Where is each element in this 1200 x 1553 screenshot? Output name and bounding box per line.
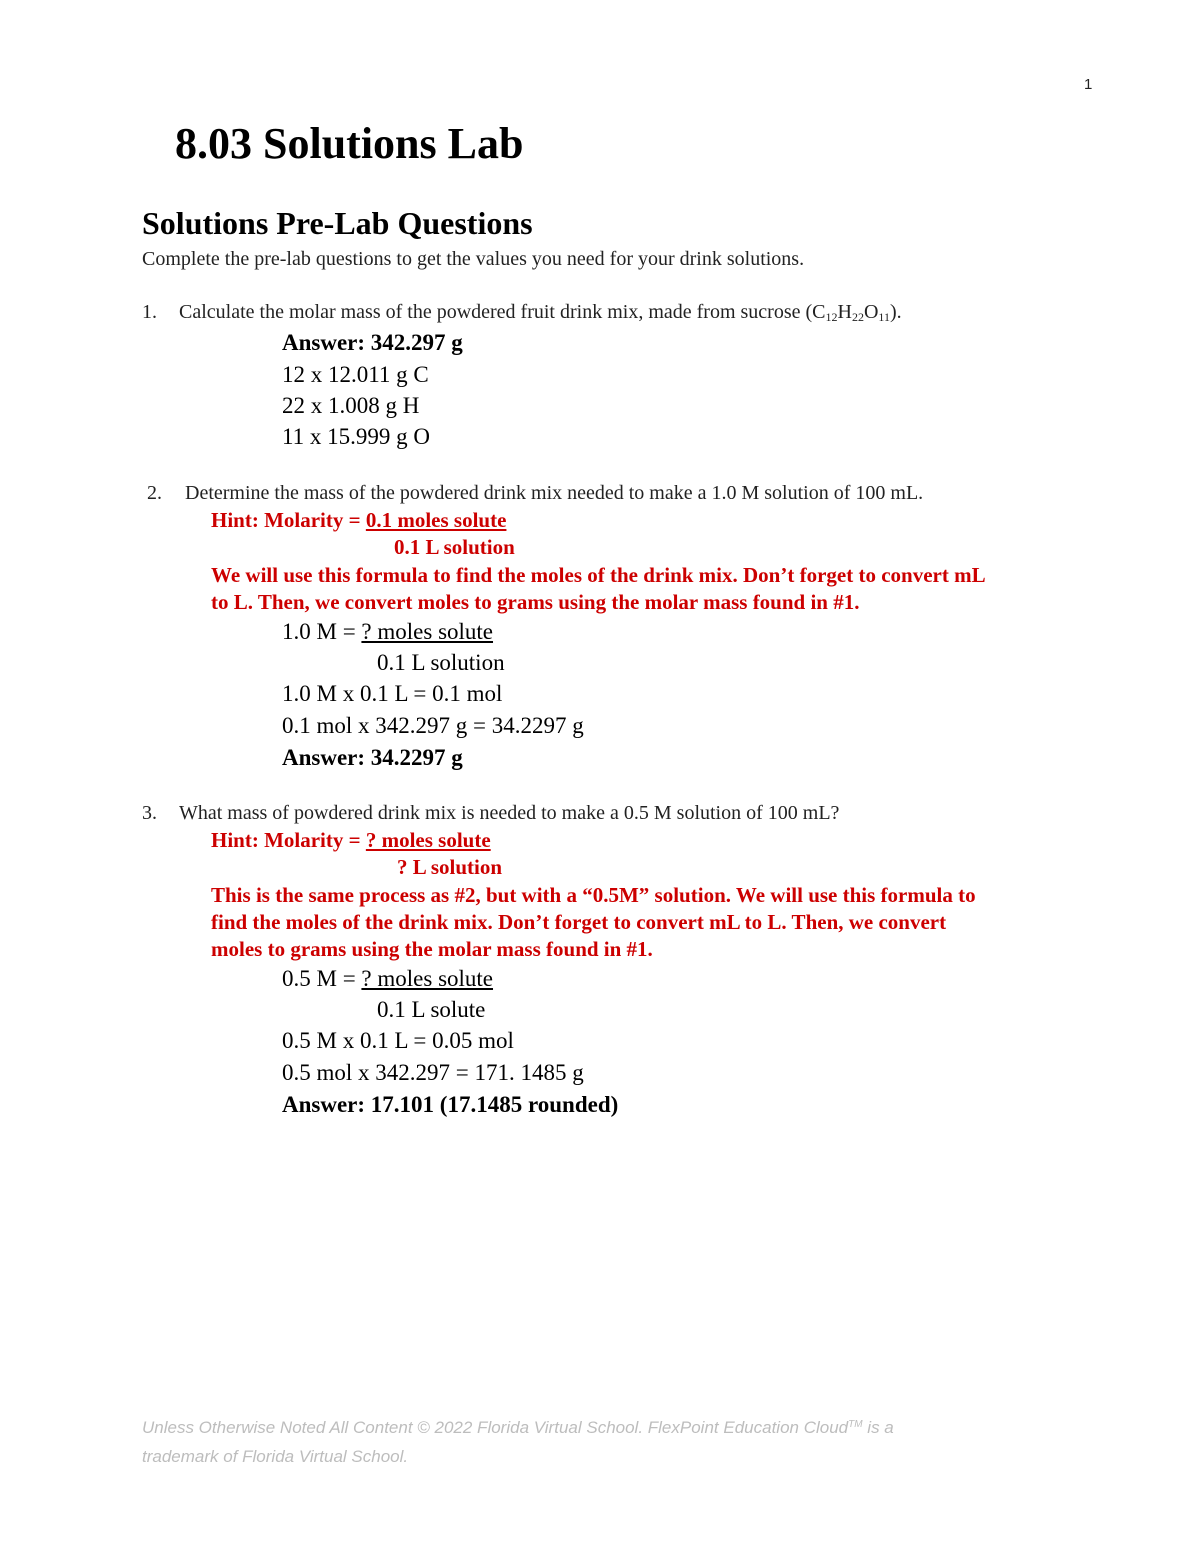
question-2-equation-denominator: 0.1 L solution — [377, 650, 505, 675]
question-3-equation-denominator: 0.1 L solute — [377, 997, 486, 1022]
question-3-text: What mass of powdered drink mix is needed to make a 0.5 M solution of 100 mL? — [179, 802, 840, 824]
question-1-number: 1. — [142, 301, 157, 323]
question-3-hint-denominator: ? L solution — [397, 855, 503, 879]
page-number: 1 — [1084, 76, 1093, 93]
question-2-equation: 1.0 M = ? moles solute — [282, 619, 494, 644]
question-3-equation: 0.5 M = ? moles solute — [282, 966, 494, 991]
question-2-step-1: 1.0 M x 0.1 L = 0.1 mol — [282, 681, 503, 706]
question-3-hint-line-1: This is the same process as #2, but with a “0.5M” solution. We will use this formula to — [211, 883, 976, 907]
copyright-footer: Unless Otherwise Noted All Content © 2022 Florida Virtual School. FlexPoint Education Cloud™ is a trademark of Florida Virtual School. — [142, 1418, 894, 1466]
section-title: Solutions Pre-Lab Questions — [142, 205, 533, 241]
question-3-hint: Hint: Molarity = ? moles solute — [211, 828, 491, 852]
question-3-hint-line-3: moles to grams using the molar mass found in #1. — [211, 937, 653, 961]
question-3-number: 3. — [142, 802, 157, 824]
question-1-answer: Answer: 342.297 g — [282, 330, 463, 355]
question-2-answer: Answer: 34.2297 g — [282, 745, 463, 770]
question-1-line-hydrogen: 22 x 1.008 g H — [282, 393, 420, 418]
question-3-hint-line-2: find the moles of the drink mix. Don’t forget to convert mL to L. Then, we convert — [211, 910, 947, 934]
question-1-line-carbon: 12 x 12.011 g C — [282, 362, 429, 387]
question-3-step-2: 0.5 mol x 342.297 = 171. 1485 g — [282, 1060, 584, 1085]
document-title: 8.03 Solutions Lab — [175, 119, 524, 168]
question-3-step-1: 0.5 M x 0.1 L = 0.05 mol — [282, 1028, 514, 1053]
question-2-hint-line-1: We will use this formula to find the moles of the drink mix. Don’t forget to convert mL — [211, 563, 986, 587]
question-1-text: Calculate the molar mass of the powdered fruit drink mix, made from sucrose $(C_{12}H_{22}O_{11})$. — [179, 301, 902, 324]
question-2-text: Determine the mass of the powdered drink mix needed to make a 1.0 M solution of 100 mL. — [185, 482, 924, 504]
question-2-hint-line-2: to L. Then, we convert moles to grams using the molar mass found in #1. — [211, 590, 860, 614]
question-2-hint-denominator: 0.1 L solution — [394, 535, 515, 559]
question-1-line-oxygen: 11 x 15.999 g O — [282, 424, 431, 449]
intro-text: Complete the pre-lab questions to get the values you need for your drink solutions. — [142, 248, 805, 270]
question-3-answer: Answer: 17.101 (17.1485 rounded) — [282, 1092, 619, 1117]
question-2-step-2: 0.1 mol x 342.297 g = 34.2297 g — [282, 713, 584, 738]
question-2-number: 2. — [147, 482, 162, 504]
question-2-hint: Hint: Molarity = 0.1 moles solute — [211, 508, 507, 532]
